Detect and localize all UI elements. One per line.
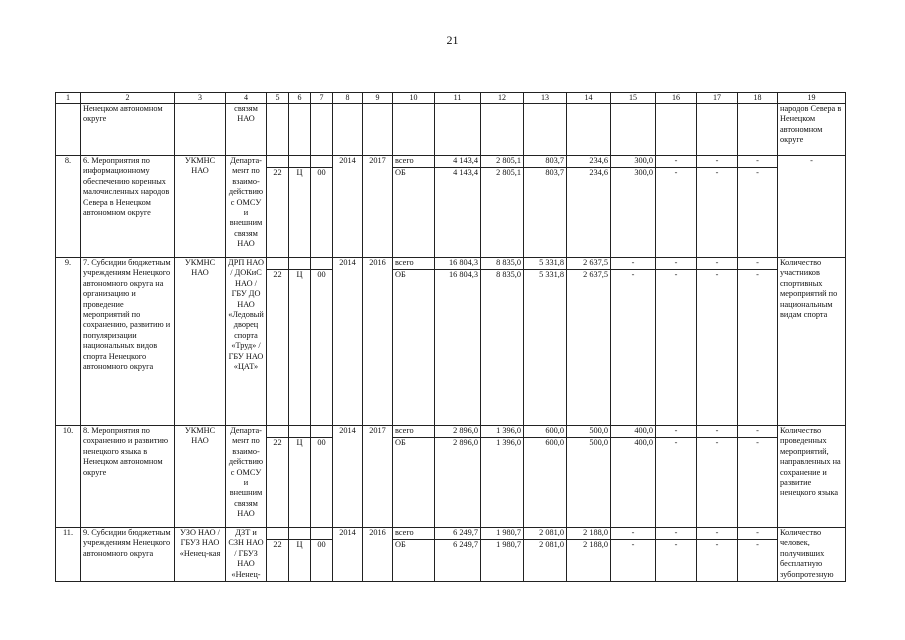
code-pp: Ц: [289, 540, 311, 582]
col-header: 6: [289, 93, 311, 104]
row-number: 10.: [56, 426, 81, 528]
amount: -: [656, 438, 697, 528]
col-header: 8: [333, 93, 363, 104]
amount: 2 805,1: [481, 168, 524, 258]
col-header: 19: [778, 93, 846, 104]
year-start: 2014: [333, 528, 363, 582]
col-header: 7: [311, 93, 333, 104]
amount: -: [738, 528, 778, 540]
code-gp: 22: [267, 540, 289, 582]
amount: 1 396,0: [481, 426, 524, 438]
amount-total: 6 249,7: [435, 540, 481, 582]
year-start: 2014: [333, 156, 363, 258]
code-gp: 22: [267, 438, 289, 528]
row-number: 9.: [56, 258, 81, 426]
col-header: 11: [435, 93, 481, 104]
executor: УКМНС НАО: [175, 156, 226, 258]
amount: -: [656, 156, 697, 168]
amount: 2 637,5: [567, 258, 611, 270]
finance-type: всего: [393, 426, 435, 438]
code-om: 00: [311, 270, 333, 426]
col-header: 3: [175, 93, 226, 104]
col-header: 12: [481, 93, 524, 104]
amount-total: 2 896,0: [435, 426, 481, 438]
amount: -: [697, 270, 738, 426]
amount: 2 188,0: [567, 540, 611, 582]
finance-type: ОБ: [393, 438, 435, 528]
amount: -: [738, 426, 778, 438]
executor: УЗО НАО / ГБУЗ НАО «Ненец-кая: [175, 528, 226, 582]
program-name: 6. Мероприятия по информационному обеспечению коренных малочисленных народов Севера в Ненецком автономном округе: [81, 156, 175, 258]
amount: 803,7: [524, 168, 567, 258]
code-om: 00: [311, 438, 333, 528]
amount: -: [738, 168, 778, 258]
amount: 2 637,5: [567, 270, 611, 426]
amount: -: [738, 156, 778, 168]
amount: -: [656, 168, 697, 258]
col-header: 10: [393, 93, 435, 104]
amount-total: 2 896,0: [435, 438, 481, 528]
finance-type: ОБ: [393, 168, 435, 258]
amount: -: [738, 540, 778, 582]
table-row: [56, 104, 846, 156]
indicator: Количество человек, получивших бесплатную зубопротезную: [778, 528, 846, 582]
col-header: 18: [738, 93, 778, 104]
table-row: [56, 156, 846, 168]
col-header: 16: [656, 93, 697, 104]
table-row: [56, 258, 846, 270]
program-name: 9. Субсидии бюджетным учреждениям Ненецкого автономного округа: [81, 528, 175, 582]
executor: УКМНС НАО: [175, 426, 226, 528]
amount-total: 4 143,4: [435, 156, 481, 168]
amount-total: 16 804,3: [435, 258, 481, 270]
amount: -: [611, 270, 656, 426]
amount: 2 081,0: [524, 528, 567, 540]
program-name: Ненецком автономном округе: [81, 104, 175, 156]
col-header: 4: [226, 93, 267, 104]
finance-type: ОБ: [393, 540, 435, 582]
col-header: 2: [81, 93, 175, 104]
col-header: 9: [363, 93, 393, 104]
header-row: [56, 93, 846, 104]
amount: 1 396,0: [481, 438, 524, 528]
amount: -: [738, 438, 778, 528]
amount: 234,6: [567, 156, 611, 168]
col-header: 1: [56, 93, 81, 104]
code-om: 00: [311, 168, 333, 258]
amount: -: [697, 426, 738, 438]
year-end: 2016: [363, 258, 393, 426]
amount: 2 805,1: [481, 156, 524, 168]
amount: 400,0: [611, 426, 656, 438]
amount: -: [697, 540, 738, 582]
amount: -: [697, 258, 738, 270]
participant: связям НАО: [226, 104, 267, 156]
finance-type: всего: [393, 156, 435, 168]
amount: -: [697, 168, 738, 258]
code-pp: Ц: [289, 438, 311, 528]
participant: ДЗТ и СЗН НАО / ГБУЗ НАО «Ненец-: [226, 528, 267, 582]
year-end: 2017: [363, 156, 393, 258]
amount: -: [656, 540, 697, 582]
amount: 1 980,7: [481, 528, 524, 540]
amount: 1 980,7: [481, 540, 524, 582]
amount: -: [656, 528, 697, 540]
participant: ДРП НАО / ДОКиС НАО / ГБУ ДО НАО «Ледовый дворец спорта «Труд» / ГБУ НАО «ЦАТ»: [226, 258, 267, 426]
amount: -: [738, 258, 778, 270]
amount: -: [611, 528, 656, 540]
amount: 600,0: [524, 426, 567, 438]
finance-type: всего: [393, 528, 435, 540]
col-header: 13: [524, 93, 567, 104]
finance-type: всего: [393, 258, 435, 270]
amount: 300,0: [611, 168, 656, 258]
row-number: 8.: [56, 156, 81, 258]
indicator: народов Севера в Ненецком автономном округе: [778, 104, 846, 156]
finance-type: ОБ: [393, 270, 435, 426]
table-row: [56, 426, 846, 438]
amount: 8 835,0: [481, 258, 524, 270]
year-end: 2016: [363, 528, 393, 582]
code-pp: Ц: [289, 270, 311, 426]
col-header: 5: [267, 93, 289, 104]
amount-total: 4 143,4: [435, 168, 481, 258]
year-end: 2017: [363, 426, 393, 528]
amount: 8 835,0: [481, 270, 524, 426]
amount: 803,7: [524, 156, 567, 168]
amount: 500,0: [567, 426, 611, 438]
year-start: 2014: [333, 426, 363, 528]
indicator: Количество проведенных мероприятий, направленных на сохранение и развитие ненецкого языка: [778, 426, 846, 528]
amount-total: 16 804,3: [435, 270, 481, 426]
amount: 5 331,8: [524, 270, 567, 426]
amount: -: [656, 270, 697, 426]
amount: 300,0: [611, 156, 656, 168]
amount: 2 081,0: [524, 540, 567, 582]
col-header: 14: [567, 93, 611, 104]
amount: -: [611, 258, 656, 270]
table-row: [56, 528, 846, 540]
amount: -: [697, 438, 738, 528]
program-table: [55, 92, 846, 582]
indicator: -: [778, 156, 846, 258]
amount: -: [697, 528, 738, 540]
col-header: 17: [697, 93, 738, 104]
amount: -: [697, 156, 738, 168]
amount: -: [656, 426, 697, 438]
col-header: 15: [611, 93, 656, 104]
indicator: Количество участников спортивных мероприятий по национальным видам спорта: [778, 258, 846, 426]
program-name: 7. Субсидии бюджетным учреждениям Ненецкого автономного округа на организацию и проведение мероприятий по сохранению, развитию и популяризации национальных видов спорта Ненецкого автономного округа: [81, 258, 175, 426]
amount: 500,0: [567, 438, 611, 528]
amount: 234,6: [567, 168, 611, 258]
participant: Департа-мент по взаимо-действию с ОМСУ и внешним связям НАО: [226, 426, 267, 528]
amount: 400,0: [611, 438, 656, 528]
code-om: 00: [311, 540, 333, 582]
amount: -: [656, 258, 697, 270]
code-gp: 22: [267, 168, 289, 258]
program-name: 8. Мероприятия по сохранению и развитию ненецкого языка в Ненецком автономном округе: [81, 426, 175, 528]
row-number: 11.: [56, 528, 81, 582]
amount: 5 331,8: [524, 258, 567, 270]
code-gp: 22: [267, 270, 289, 426]
year-start: 2014: [333, 258, 363, 426]
code-pp: Ц: [289, 168, 311, 258]
amount: -: [738, 270, 778, 426]
amount: 600,0: [524, 438, 567, 528]
amount: 2 188,0: [567, 528, 611, 540]
executor: УКМНС НАО: [175, 258, 226, 426]
participant: Департа-мент по взаимо-действию с ОМСУ и внешним связям НАО: [226, 156, 267, 258]
page-number: 21: [446, 33, 459, 47]
amount: -: [611, 540, 656, 582]
amount-total: 6 249,7: [435, 528, 481, 540]
